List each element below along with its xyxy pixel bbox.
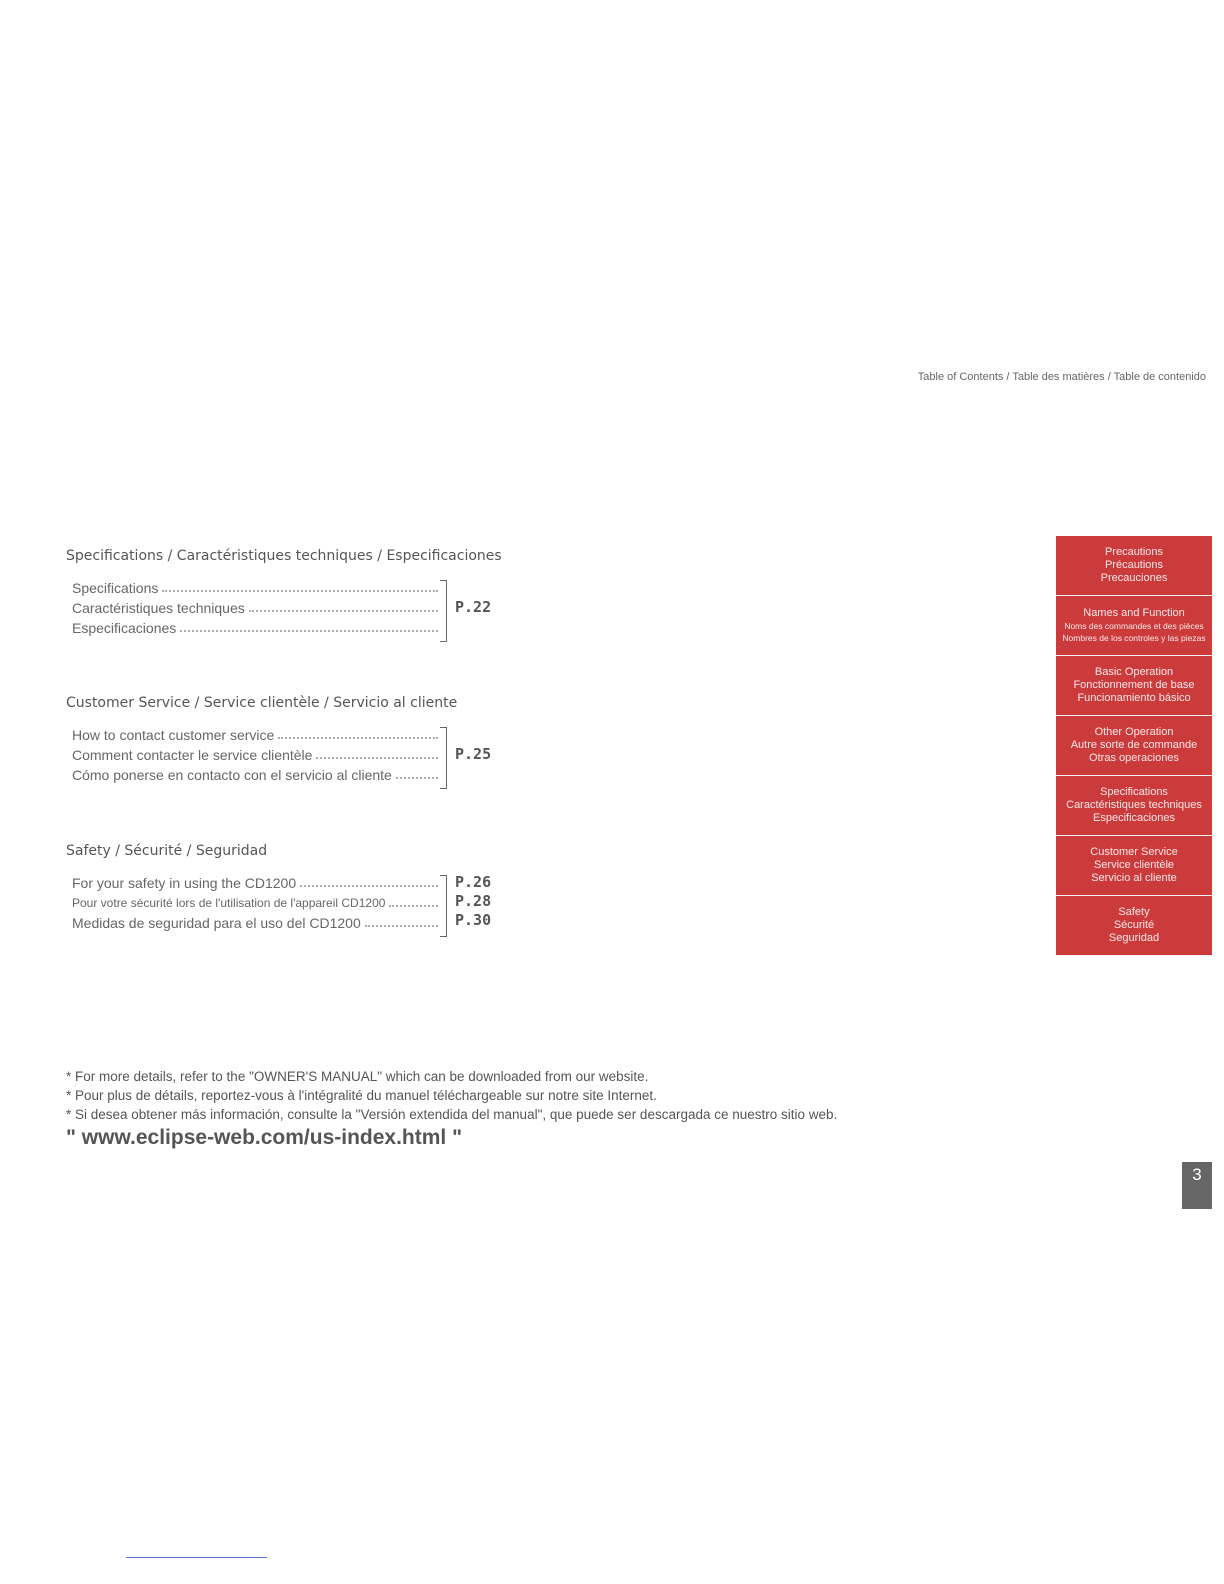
tab-line: Customer Service xyxy=(1090,846,1178,858)
footnotes xyxy=(66,1067,966,1150)
entry-list xyxy=(66,578,506,638)
section-specifications xyxy=(66,548,506,638)
page-reference[interactable]: P.26 xyxy=(455,873,492,891)
entry-label: How to contact customer service xyxy=(72,727,275,743)
section-title: Specifications / Caractéristiques techniques / Especificaciones xyxy=(66,548,502,564)
website-url[interactable]: " www.eclipse-web.com/us-index.html " xyxy=(66,1126,463,1149)
side-tab-precautions[interactable] xyxy=(1056,536,1212,596)
entry-label: For your safety in using the CD1200 xyxy=(72,875,297,891)
page-reference[interactable]: P.22 xyxy=(455,598,492,616)
page-reference[interactable]: P.25 xyxy=(455,745,492,763)
tab-line: Precauciones xyxy=(1100,572,1168,584)
toc-entry[interactable] xyxy=(72,578,440,598)
toc-entry[interactable] xyxy=(72,598,440,618)
bracket xyxy=(440,580,447,642)
entry-label: Pour votre sécurité lors de l'utilisation de l'appareil CD1200 xyxy=(72,896,386,910)
divider xyxy=(126,1557,267,1558)
entry-label: Caractéristiques techniques xyxy=(72,600,245,616)
tab-line: Service clientèle xyxy=(1093,859,1175,871)
tab-line: Nombres de los controles y las piezas xyxy=(1062,633,1206,643)
side-tab-names-and-function[interactable] xyxy=(1056,596,1212,656)
tab-line: Especificaciones xyxy=(1093,812,1175,824)
bracket xyxy=(440,727,447,789)
tab-line: Specifications xyxy=(1100,786,1168,798)
dot-leader xyxy=(396,777,438,779)
section-title: Customer Service / Service clientèle / Servicio al cliente xyxy=(66,695,458,711)
entry-label: Especificaciones xyxy=(72,620,177,636)
tab-line: Funcionamiento básico xyxy=(1077,692,1191,704)
toc-entry[interactable] xyxy=(72,745,440,765)
side-tab-customer-service[interactable] xyxy=(1056,836,1212,896)
side-tab-safety[interactable] xyxy=(1056,896,1212,956)
entry-list xyxy=(66,873,506,933)
page-reference[interactable]: P.30 xyxy=(455,911,492,929)
page-number: 3 xyxy=(1182,1162,1212,1209)
tab-line: Precautions xyxy=(1104,546,1164,558)
footnote: * Pour plus de détails, reportez-vous à l'intégralité du manuel téléchargeable sur notre site Internet. xyxy=(66,1088,657,1103)
entry-label: Specifications xyxy=(72,580,159,596)
toc-entry[interactable] xyxy=(72,913,440,933)
dot-leader xyxy=(365,925,438,927)
side-tab-other-operation[interactable] xyxy=(1056,716,1212,776)
dot-leader xyxy=(249,610,438,612)
side-tab-nav xyxy=(1056,536,1212,956)
entry-label: Cómo ponerse en contacto con el servicio al cliente xyxy=(72,767,392,783)
tab-line: Noms des commandes et des pièces xyxy=(1064,621,1204,631)
toc-entry[interactable] xyxy=(72,765,440,785)
bracket xyxy=(440,875,447,937)
tab-line: Caractéristiques techniques xyxy=(1066,799,1202,811)
tab-line: Autre sorte de commande xyxy=(1070,739,1198,751)
section-customer-service xyxy=(66,695,506,785)
toc-entry[interactable] xyxy=(72,893,440,913)
dot-leader xyxy=(278,737,438,739)
toc-entry[interactable] xyxy=(72,873,440,893)
dot-leader xyxy=(300,885,438,887)
tab-line: Seguridad xyxy=(1108,932,1160,944)
dot-leader xyxy=(316,757,438,759)
toc-header: Table of Contents / Table des matières / Table de contenido xyxy=(917,371,1206,383)
side-tab-basic-operation[interactable] xyxy=(1056,656,1212,716)
tab-line: Servicio al cliente xyxy=(1091,872,1177,884)
footnote: * For more details, refer to the "OWNER'S MANUAL" which can be downloaded from our website. xyxy=(66,1069,649,1084)
dot-leader xyxy=(389,905,438,907)
tab-line: Fonctionnement de base xyxy=(1073,679,1195,691)
section-safety xyxy=(66,843,506,933)
entry-list xyxy=(66,725,506,785)
tab-line: Basic Operation xyxy=(1094,666,1174,678)
tab-line: Safety xyxy=(1118,906,1150,918)
dot-leader xyxy=(162,590,438,592)
tab-line: Sécurité xyxy=(1113,919,1155,931)
tab-line: Names and Function xyxy=(1083,607,1185,619)
section-title: Safety / Sécurité / Seguridad xyxy=(66,843,268,859)
footnote: * Si desea obtener más información, consulte la "Versión extendida del manual", que puede ser descargada ce nuestro sitio web. xyxy=(66,1107,838,1122)
entry-label: Medidas de seguridad para el uso del CD1200 xyxy=(72,915,361,931)
tab-line: Otras operaciones xyxy=(1089,752,1179,764)
entry-label: Comment contacter le service clientèle xyxy=(72,747,313,763)
side-tab-specifications[interactable] xyxy=(1056,776,1212,836)
page-reference[interactable]: P.28 xyxy=(455,892,492,910)
toc-entry[interactable] xyxy=(72,725,440,745)
tab-line: Other Operation xyxy=(1094,726,1174,738)
tab-line: Précautions xyxy=(1104,559,1164,571)
toc-entry[interactable] xyxy=(72,618,440,638)
dot-leader xyxy=(180,630,438,632)
